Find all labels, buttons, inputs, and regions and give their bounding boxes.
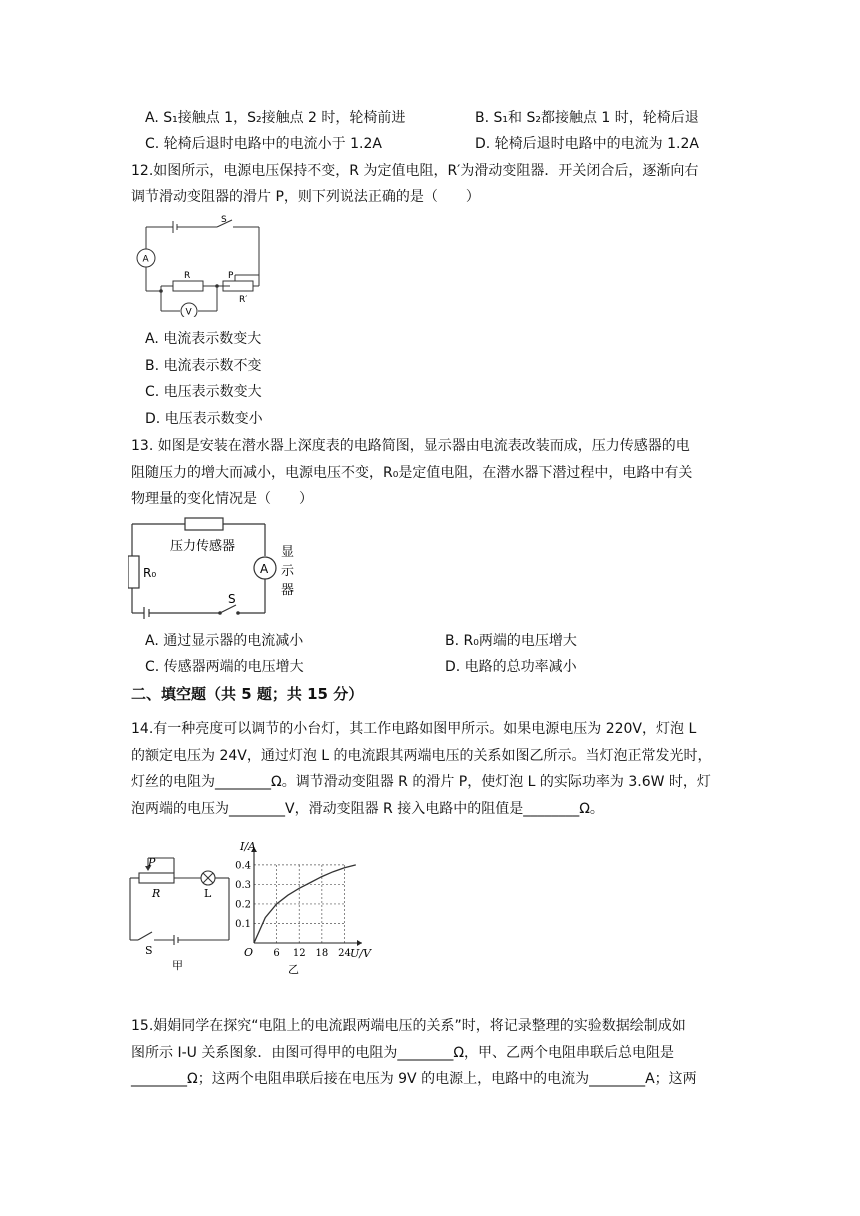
chart-x-axis-arrow bbox=[357, 940, 362, 946]
q13-option-c: C. 传感器两端的电压增大 bbox=[145, 659, 304, 675]
q13-label-r0: R₀ bbox=[143, 566, 157, 580]
q14-label-s: S bbox=[145, 944, 153, 957]
q14-line-3: 灯丝的电阻为________Ω。调节滑动变阻器 R 的滑片 P，使灯泡 L 的实际功率为 3.6W 时，灯 bbox=[131, 774, 711, 790]
q12-option-d: D. 电压表示数变小 bbox=[145, 411, 263, 427]
q14-line-4: 泡两端的电压为________V，滑动变阻器 R 接入电路中的阻值是________Ω。 bbox=[131, 801, 604, 817]
q13-label-display-3: 器 bbox=[281, 583, 295, 598]
q13-option-d: D. 电路的总功率减小 bbox=[445, 659, 577, 675]
chart-x-tick-label: 12 bbox=[292, 948, 306, 959]
q14-fig-yi-iu-chart bbox=[232, 840, 372, 975]
q13-label-display-1: 显 bbox=[281, 545, 295, 560]
q14-caption-yi: 乙 bbox=[288, 963, 299, 975]
q15-line-2: 图所示 I-U 关系图象．由图可得甲的电阻为________Ω，甲、乙两个电阻串联后总电阻是 bbox=[131, 1045, 675, 1061]
q13-option-b: B. R₀两端的电压增大 bbox=[445, 633, 577, 649]
section-2-title: 二、填空题（共 5 题；共 15 分） bbox=[131, 685, 364, 703]
chart-x-tick-label: 18 bbox=[315, 948, 329, 959]
chart-y-tick-label: 0.2 bbox=[235, 899, 251, 911]
q12-label-a: A bbox=[142, 254, 149, 265]
q13-label-display-2: 示 bbox=[281, 564, 295, 579]
q12-line-1: 12.如图所示，电源电压保持不变，R 为定值电阻，R′为滑动变阻器．开关闭合后，逐渐向右 bbox=[131, 163, 699, 179]
q15-line-3: ________Ω；这两个电阻串联后接在电压为 9V 的电源上，电路中的电流为________A；这两 bbox=[131, 1071, 697, 1087]
chart-y-tick-label: 0.1 bbox=[235, 918, 251, 930]
q12-line-2: 调节滑动变阻器的滑片 P，则下列说法正确的是（ ） bbox=[131, 189, 480, 205]
q12-label-v: V bbox=[185, 307, 192, 317]
q12-circuit-diagram bbox=[135, 212, 265, 317]
q11-option-c: C. 轮椅后退时电路中的电流小于 1.2A bbox=[145, 136, 382, 152]
q12-label-r: R bbox=[184, 271, 191, 281]
q11-option-d: D. 轮椅后退时电路中的电流为 1.2A bbox=[475, 136, 699, 152]
q14-label-l: L bbox=[204, 887, 212, 900]
q14-rheostat bbox=[139, 873, 174, 883]
q11-option-a: A. S₁接触点 1，S₂接触点 2 时，轮椅前进 bbox=[145, 110, 406, 126]
chart-y-tick-label: 0.4 bbox=[235, 860, 251, 872]
q12-label-p: P bbox=[228, 271, 234, 281]
q11-option-b: B. S₁和 S₂都接触点 1 时，轮椅后退 bbox=[475, 110, 699, 126]
q14-switch-icon bbox=[138, 932, 152, 940]
q14-label-r: R bbox=[152, 887, 161, 900]
q13-switch-icon bbox=[220, 605, 236, 613]
q13-sensor-resistor bbox=[185, 518, 223, 530]
q13-r0-resistor bbox=[128, 556, 139, 588]
q14-line-2: 的额定电压为 24V，通过灯泡 L 的电流跟其两端电压的关系如图乙所示。当灯泡正常发光时， bbox=[131, 748, 712, 764]
q13-line-1: 13. 如图是安装在潜水器上深度表的电路简图，显示器由电流表改装而成，压力传感器的电 bbox=[131, 438, 690, 454]
q13-label-sensor: 压力传感器 bbox=[170, 539, 236, 554]
q14-caption-jia: 甲 bbox=[172, 959, 183, 972]
chart-x-axis-label: U/V bbox=[350, 947, 371, 960]
q14-line-1: 14.有一种亮度可以调节的小台灯，其工作电路如图甲所示。如果电源电压为 220V，灯泡 L bbox=[131, 721, 697, 737]
q14-label-p: P bbox=[148, 856, 156, 869]
chart-y-tick-label: 0.3 bbox=[235, 879, 251, 891]
chart-origin-label: O bbox=[244, 946, 254, 959]
q12-option-c: C. 电压表示数变大 bbox=[145, 384, 262, 400]
q13-line-3: 物理量的变化情况是（ ） bbox=[131, 491, 313, 507]
q13-circuit-diagram bbox=[128, 514, 308, 622]
chart-x-tick-label: 6 bbox=[273, 948, 280, 959]
q13-option-a: A. 通过显示器的电流减小 bbox=[145, 633, 304, 649]
q12-label-s: S bbox=[221, 215, 227, 225]
chart-x-tick-label: 24 bbox=[338, 948, 351, 959]
q12-label-r-prime: R′ bbox=[239, 295, 248, 305]
q12-option-a: A. 电流表示数变大 bbox=[145, 331, 262, 347]
q13-label-a: A bbox=[260, 562, 269, 576]
q12-resistor-r bbox=[173, 281, 203, 291]
q13-label-s: S bbox=[228, 592, 236, 606]
chart-series-line bbox=[254, 865, 356, 943]
q13-line-2: 阻随压力的增大而减小，电源电压不变，R₀是定值电阻，在潜水器下潜过程中，电路中有关 bbox=[131, 465, 693, 481]
q12-option-b: B. 电流表示数不变 bbox=[145, 358, 262, 374]
chart-y-axis-label: I/A bbox=[240, 840, 256, 853]
q14-fig-jia-circuit bbox=[128, 852, 238, 974]
q15-line-1: 15.娟娟同学在探究“电阻上的电流跟两端电压的关系”时，将记录整理的实验数据绘制成如 bbox=[131, 1018, 686, 1034]
